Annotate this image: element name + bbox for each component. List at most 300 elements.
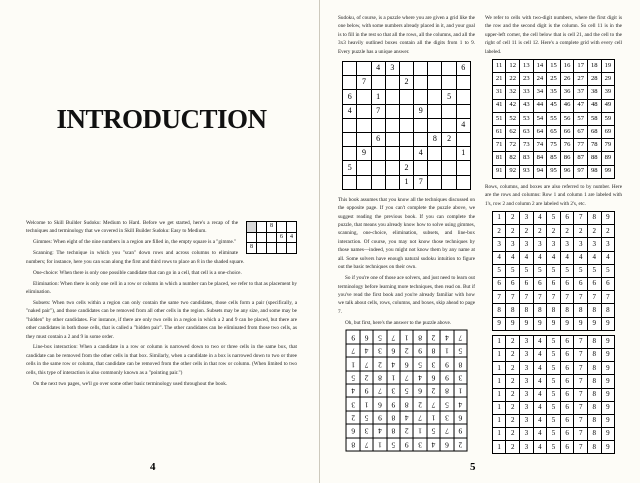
grid-cell[interactable]: 3 (373, 344, 386, 357)
grid-cell[interactable] (371, 76, 385, 90)
grid-cell[interactable]: 8 (428, 133, 442, 147)
grid-cell[interactable]: 2 (506, 388, 520, 401)
grid-cell[interactable]: 44 (533, 99, 547, 112)
grid-cell[interactable]: 3 (587, 238, 601, 251)
grid-cell[interactable]: 55 (547, 112, 561, 125)
grid-cell[interactable]: 6 (560, 441, 574, 454)
grid-cell[interactable]: 5 (560, 264, 574, 277)
grid-cell[interactable] (287, 243, 297, 254)
grid-cell[interactable] (257, 232, 267, 243)
grid-cell[interactable]: 3 (560, 238, 574, 251)
grid-cell[interactable]: 9 (386, 398, 399, 411)
grid-cell[interactable]: 7 (547, 291, 561, 304)
grid-cell[interactable]: 5 (453, 344, 466, 357)
grid-cell[interactable]: 5 (587, 264, 601, 277)
grid-cell[interactable]: 5 (547, 414, 561, 427)
grid-cell[interactable]: 8 (492, 304, 506, 317)
grid-cell[interactable]: 8 (386, 411, 399, 424)
grid-cell[interactable] (428, 90, 442, 104)
grid-cell[interactable]: 4 (506, 251, 520, 264)
grid-cell[interactable]: 6 (371, 133, 385, 147)
grid-cell[interactable]: 47 (574, 99, 588, 112)
grid-cell[interactable]: 8 (587, 304, 601, 317)
grid-cell[interactable]: 1 (492, 335, 506, 348)
grid-cell[interactable]: 3 (520, 212, 534, 225)
grid-cell[interactable]: 62 (506, 126, 520, 139)
grid-cell[interactable]: 7 (574, 375, 588, 388)
grid-cell[interactable]: 12 (506, 60, 520, 73)
grid-cell[interactable]: 8 (574, 304, 588, 317)
grid-cell[interactable] (247, 232, 257, 243)
grid-cell[interactable]: 6 (560, 362, 574, 375)
grid-cell[interactable]: 8 (547, 304, 561, 317)
grid-cell[interactable]: 13 (520, 60, 534, 73)
grid-cell[interactable]: 7 (360, 438, 373, 451)
grid-cell[interactable]: 7 (574, 441, 588, 454)
grid-cell[interactable]: 7 (601, 291, 615, 304)
grid-cell[interactable] (456, 161, 470, 175)
grid-cell[interactable]: 7 (414, 175, 428, 189)
grid-cell[interactable]: 7 (360, 357, 373, 370)
grid-cell[interactable] (385, 147, 399, 161)
grid-cell[interactable] (371, 161, 385, 175)
grid-cell[interactable]: 19 (601, 60, 615, 73)
grid-cell[interactable]: 9 (601, 212, 615, 225)
grid-cell[interactable]: 9 (346, 331, 359, 344)
grid-cell[interactable]: 2 (506, 375, 520, 388)
grid-cell[interactable]: 4 (574, 251, 588, 264)
grid-cell[interactable]: 5 (547, 264, 561, 277)
grid-cell[interactable]: 9 (587, 317, 601, 330)
grid-cell[interactable]: 2 (520, 225, 534, 238)
grid-cell[interactable] (399, 104, 413, 118)
grid-cell[interactable]: 3 (520, 335, 534, 348)
grid-cell[interactable] (357, 118, 371, 132)
grid-cell[interactable] (456, 133, 470, 147)
grid-cell[interactable]: 2 (492, 225, 506, 238)
grid-cell[interactable]: 1 (456, 147, 470, 161)
grid-cell[interactable]: 87 (574, 152, 588, 165)
grid-cell[interactable]: 2 (373, 357, 386, 370)
grid-cell[interactable]: 3 (520, 348, 534, 361)
grid-cell[interactable]: 2 (533, 225, 547, 238)
grid-cell[interactable] (414, 161, 428, 175)
grid-cell[interactable]: 1 (386, 371, 399, 384)
grid-cell[interactable]: 6 (346, 424, 359, 437)
grid-cell[interactable]: 6 (520, 278, 534, 291)
grid-cell[interactable]: 5 (574, 264, 588, 277)
grid-cell[interactable]: 33 (520, 86, 534, 99)
grid-cell[interactable]: 91 (492, 165, 506, 178)
grid-cell[interactable] (456, 175, 470, 189)
grid-cell[interactable]: 95 (547, 165, 561, 178)
grid-cell[interactable]: 9 (357, 147, 371, 161)
grid-cell[interactable]: 93 (520, 165, 534, 178)
grid-cell[interactable]: 6 (386, 344, 399, 357)
grid-cell[interactable]: 9 (453, 424, 466, 437)
grid-cell[interactable]: 4 (533, 414, 547, 427)
grid-cell[interactable]: 4 (533, 335, 547, 348)
grid-cell[interactable]: 79 (601, 139, 615, 152)
grid-cell[interactable]: 5 (547, 375, 561, 388)
grid-cell[interactable]: 16 (560, 60, 574, 73)
grid-cell[interactable]: 9 (601, 388, 615, 401)
grid-cell[interactable]: 96 (560, 165, 574, 178)
grid-cell[interactable]: 78 (587, 139, 601, 152)
grid-cell[interactable]: 8 (533, 304, 547, 317)
grid-cell[interactable]: 9 (440, 357, 453, 370)
grid-cell[interactable]: 8 (587, 212, 601, 225)
grid-cell[interactable] (399, 147, 413, 161)
grid-cell[interactable]: 4 (533, 212, 547, 225)
grid-cell[interactable]: 25 (547, 73, 561, 86)
grid-cell[interactable]: 1 (346, 357, 359, 370)
grid-cell[interactable]: 6 (601, 278, 615, 291)
grid-cell[interactable] (456, 76, 470, 90)
grid-cell[interactable]: 46 (560, 99, 574, 112)
grid-cell[interactable] (442, 104, 456, 118)
grid-cell[interactable]: 2 (427, 384, 440, 397)
grid-cell[interactable] (257, 222, 267, 233)
grid-cell[interactable]: 7 (346, 344, 359, 357)
grid-cell[interactable] (414, 90, 428, 104)
grid-cell[interactable]: 9 (601, 441, 615, 454)
grid-cell[interactable]: 6 (560, 278, 574, 291)
grid-cell[interactable]: 4 (414, 147, 428, 161)
grid-cell[interactable]: 21 (492, 73, 506, 86)
grid-cell[interactable]: 4 (386, 357, 399, 370)
grid-cell[interactable]: 8 (346, 438, 359, 451)
grid-cell[interactable]: 7 (371, 104, 385, 118)
grid-cell[interactable] (442, 175, 456, 189)
grid-cell[interactable] (456, 104, 470, 118)
grid-cell[interactable]: 3 (413, 438, 426, 451)
grid-cell[interactable]: 1 (492, 388, 506, 401)
grid-cell[interactable]: 2 (346, 411, 359, 424)
grid-cell[interactable]: 7 (574, 291, 588, 304)
grid-cell[interactable]: 9 (601, 335, 615, 348)
grid-cell[interactable]: 74 (533, 139, 547, 152)
grid-cell[interactable]: 2 (506, 414, 520, 427)
grid-cell[interactable]: 68 (587, 126, 601, 139)
grid-cell[interactable]: 4 (560, 251, 574, 264)
grid-cell[interactable] (257, 243, 267, 254)
grid-cell[interactable] (385, 133, 399, 147)
grid-cell[interactable]: 5 (547, 428, 561, 441)
grid-cell[interactable]: 2 (360, 371, 373, 384)
grid-cell[interactable] (442, 62, 456, 76)
grid-cell[interactable]: 9 (506, 317, 520, 330)
grid-cell[interactable]: 61 (492, 126, 506, 139)
grid-cell[interactable] (399, 90, 413, 104)
grid-cell[interactable] (442, 147, 456, 161)
grid-cell[interactable]: 9 (601, 348, 615, 361)
grid-cell[interactable] (399, 62, 413, 76)
grid-cell[interactable]: 28 (587, 73, 601, 86)
grid-cell[interactable] (343, 175, 357, 189)
grid-cell[interactable] (428, 161, 442, 175)
grid-cell[interactable] (357, 175, 371, 189)
grid-cell[interactable]: 4 (601, 251, 615, 264)
grid-cell[interactable]: 2 (587, 225, 601, 238)
grid-cell[interactable]: 48 (587, 99, 601, 112)
grid-cell[interactable]: 2 (506, 348, 520, 361)
grid-cell[interactable]: 2 (453, 438, 466, 451)
grid-cell[interactable]: 88 (587, 152, 601, 165)
grid-cell[interactable]: 4 (533, 348, 547, 361)
grid-cell[interactable]: 7 (587, 291, 601, 304)
grid-cell[interactable]: 98 (587, 165, 601, 178)
grid-cell[interactable]: 64 (533, 126, 547, 139)
grid-cell[interactable]: 5 (427, 424, 440, 437)
grid-cell[interactable]: 81 (492, 152, 506, 165)
grid-cell[interactable]: 67 (574, 126, 588, 139)
grid-cell[interactable]: 92 (506, 165, 520, 178)
grid-cell[interactable]: 4 (492, 251, 506, 264)
grid-cell[interactable]: 2 (506, 428, 520, 441)
grid-cell[interactable]: 2 (506, 212, 520, 225)
grid-cell[interactable]: 7 (373, 384, 386, 397)
grid-cell[interactable] (385, 175, 399, 189)
grid-cell[interactable] (267, 243, 277, 254)
grid-cell[interactable]: 1 (492, 428, 506, 441)
grid-cell[interactable]: 7 (400, 371, 413, 384)
grid-cell[interactable]: 9 (533, 317, 547, 330)
grid-cell[interactable]: 39 (601, 86, 615, 99)
grid-cell[interactable] (357, 133, 371, 147)
grid-cell[interactable]: 8 (520, 304, 534, 317)
grid-cell[interactable]: 9 (400, 438, 413, 451)
grid-cell[interactable]: 2 (547, 225, 561, 238)
grid-cell[interactable]: 4 (547, 251, 561, 264)
grid-cell[interactable]: 1 (440, 344, 453, 357)
grid-cell[interactable] (385, 104, 399, 118)
grid-cell[interactable]: 6 (560, 348, 574, 361)
grid-cell[interactable]: 77 (574, 139, 588, 152)
grid-cell[interactable]: 5 (547, 401, 561, 414)
grid-cell[interactable]: 24 (533, 73, 547, 86)
grid-cell[interactable]: 8 (601, 304, 615, 317)
grid-cell[interactable]: 8 (373, 371, 386, 384)
grid-cell[interactable] (385, 161, 399, 175)
grid-cell[interactable] (428, 175, 442, 189)
grid-cell[interactable]: 4 (533, 428, 547, 441)
grid-cell[interactable]: 51 (492, 112, 506, 125)
grid-cell[interactable]: 1 (492, 441, 506, 454)
grid-cell[interactable]: 2 (574, 225, 588, 238)
grid-cell[interactable]: 37 (574, 86, 588, 99)
grid-cell[interactable]: 5 (343, 161, 357, 175)
grid-cell[interactable]: 6 (492, 278, 506, 291)
grid-cell[interactable]: 75 (547, 139, 561, 152)
grid-cell[interactable]: 1 (492, 348, 506, 361)
grid-cell[interactable]: 8 (386, 424, 399, 437)
grid-cell[interactable]: 89 (601, 152, 615, 165)
grid-cell[interactable]: 2 (506, 441, 520, 454)
grid-cell[interactable]: 3 (520, 375, 534, 388)
grid-cell[interactable]: 4 (346, 384, 359, 397)
grid-cell[interactable]: 9 (414, 104, 428, 118)
grid-cell[interactable]: 7 (574, 388, 588, 401)
grid-cell[interactable]: 3 (520, 401, 534, 414)
grid-cell[interactable]: 3 (520, 388, 534, 401)
grid-cell[interactable]: 2 (506, 335, 520, 348)
grid-cell[interactable]: 6 (560, 375, 574, 388)
grid-cell[interactable]: 4 (440, 331, 453, 344)
grid-cell[interactable]: 4 (373, 424, 386, 437)
grid-cell[interactable]: 5 (547, 335, 561, 348)
grid-cell[interactable] (357, 104, 371, 118)
grid-cell[interactable]: 5 (442, 90, 456, 104)
grid-cell[interactable]: 52 (506, 112, 520, 125)
grid-cell[interactable] (414, 76, 428, 90)
grid-cell[interactable]: 4 (343, 104, 357, 118)
grid-cell[interactable] (414, 62, 428, 76)
grid-cell[interactable]: 9 (373, 411, 386, 424)
grid-cell[interactable]: 63 (520, 126, 534, 139)
grid-cell[interactable]: 8 (427, 344, 440, 357)
grid-cell[interactable]: 7 (574, 401, 588, 414)
grid-cell[interactable]: 8 (267, 222, 277, 233)
grid-cell[interactable]: 5 (547, 388, 561, 401)
grid-cell[interactable]: 6 (560, 212, 574, 225)
grid-cell[interactable] (442, 76, 456, 90)
grid-cell[interactable]: 7 (574, 348, 588, 361)
grid-cell[interactable]: 9 (560, 317, 574, 330)
grid-cell[interactable]: 8 (247, 243, 257, 254)
grid-cell[interactable]: 7 (574, 428, 588, 441)
grid-cell[interactable]: 3 (520, 238, 534, 251)
grid-cell[interactable] (442, 161, 456, 175)
grid-cell[interactable]: 5 (440, 398, 453, 411)
grid-cell[interactable]: 8 (587, 348, 601, 361)
grid-cell[interactable]: 5 (346, 371, 359, 384)
grid-cell[interactable]: 76 (560, 139, 574, 152)
grid-cell[interactable]: 3 (506, 238, 520, 251)
grid-cell[interactable]: 6 (560, 388, 574, 401)
grid-cell[interactable]: 86 (560, 152, 574, 165)
grid-cell[interactable] (428, 104, 442, 118)
grid-cell[interactable]: 22 (506, 73, 520, 86)
grid-cell[interactable]: 42 (506, 99, 520, 112)
grid-cell[interactable]: 7 (574, 335, 588, 348)
grid-cell[interactable]: 9 (492, 317, 506, 330)
grid-cell[interactable]: 17 (574, 60, 588, 73)
grid-cell[interactable]: 4 (287, 232, 297, 243)
grid-cell[interactable]: 73 (520, 139, 534, 152)
grid-cell[interactable]: 1 (492, 212, 506, 225)
grid-cell[interactable]: 3 (427, 357, 440, 370)
grid-cell[interactable]: 6 (506, 278, 520, 291)
grid-cell[interactable]: 1 (399, 175, 413, 189)
grid-cell[interactable]: 29 (601, 73, 615, 86)
grid-cell[interactable] (343, 118, 357, 132)
grid-cell[interactable]: 3 (574, 238, 588, 251)
grid-cell[interactable]: 4 (587, 251, 601, 264)
grid-cell[interactable] (343, 147, 357, 161)
grid-cell[interactable]: 9 (547, 317, 561, 330)
grid-cell[interactable]: 3 (520, 362, 534, 375)
grid-cell[interactable]: 4 (533, 441, 547, 454)
grid-cell[interactable]: 9 (601, 362, 615, 375)
grid-cell[interactable]: 7 (357, 76, 371, 90)
grid-cell[interactable]: 9 (413, 344, 426, 357)
grid-cell[interactable] (442, 118, 456, 132)
grid-cell[interactable]: 2 (506, 362, 520, 375)
grid-cell[interactable]: 4 (533, 362, 547, 375)
grid-cell[interactable] (371, 147, 385, 161)
grid-cell[interactable]: 3 (601, 238, 615, 251)
grid-cell[interactable]: 97 (574, 165, 588, 178)
grid-cell[interactable]: 4 (520, 251, 534, 264)
grid-cell[interactable]: 4 (533, 251, 547, 264)
grid-cell[interactable]: 7 (506, 291, 520, 304)
grid-cell[interactable] (428, 62, 442, 76)
grid-cell[interactable]: 5 (386, 438, 399, 451)
grid-cell[interactable] (428, 76, 442, 90)
grid-cell[interactable]: 4 (453, 398, 466, 411)
grid-cell[interactable]: 6 (427, 371, 440, 384)
grid-cell[interactable] (357, 62, 371, 76)
grid-cell[interactable]: 8 (587, 414, 601, 427)
grid-cell[interactable]: 3 (346, 398, 359, 411)
grid-cell[interactable]: 6 (560, 428, 574, 441)
grid-cell[interactable]: 4 (371, 62, 385, 76)
grid-cell[interactable]: 54 (533, 112, 547, 125)
grid-cell[interactable]: 8 (587, 388, 601, 401)
grid-cell[interactable]: 6 (400, 357, 413, 370)
grid-cell[interactable]: 2 (400, 424, 413, 437)
grid-cell[interactable]: 2 (442, 133, 456, 147)
grid-cell[interactable]: 6 (343, 90, 357, 104)
grid-cell[interactable]: 8 (413, 331, 426, 344)
grid-cell[interactable]: 6 (533, 278, 547, 291)
grid-cell[interactable]: 35 (547, 86, 561, 99)
grid-cell[interactable] (385, 90, 399, 104)
grid-cell[interactable]: 5 (506, 264, 520, 277)
grid-cell[interactable]: 6 (560, 414, 574, 427)
grid-cell[interactable]: 3 (385, 62, 399, 76)
grid-cell[interactable]: 1 (371, 90, 385, 104)
grid-cell[interactable]: 5 (533, 264, 547, 277)
grid-cell[interactable]: 3 (547, 238, 561, 251)
grid-cell[interactable]: 4 (456, 118, 470, 132)
grid-cell[interactable]: 41 (492, 99, 506, 112)
grid-cell[interactable] (343, 76, 357, 90)
grid-cell[interactable]: 9 (601, 401, 615, 414)
grid-cell[interactable]: 6 (574, 278, 588, 291)
grid-cell[interactable]: 3 (386, 384, 399, 397)
grid-cell[interactable]: 8 (587, 335, 601, 348)
grid-cell[interactable]: 7 (533, 291, 547, 304)
grid-cell[interactable]: 5 (601, 264, 615, 277)
grid-cell[interactable]: 2 (399, 161, 413, 175)
grid-cell[interactable]: 83 (520, 152, 534, 165)
grid-cell[interactable]: 5 (360, 411, 373, 424)
grid-cell[interactable]: 1 (427, 411, 440, 424)
grid-cell[interactable]: 4 (533, 375, 547, 388)
grid-cell[interactable] (247, 222, 257, 233)
grid-cell[interactable]: 3 (453, 371, 466, 384)
grid-cell[interactable]: 3 (440, 411, 453, 424)
grid-cell[interactable]: 3 (520, 428, 534, 441)
grid-cell[interactable]: 7 (574, 414, 588, 427)
grid-cell[interactable]: 23 (520, 73, 534, 86)
grid-cell[interactable]: 49 (601, 99, 615, 112)
grid-cell[interactable]: 8 (587, 401, 601, 414)
grid-cell[interactable] (267, 232, 277, 243)
grid-cell[interactable] (277, 243, 287, 254)
